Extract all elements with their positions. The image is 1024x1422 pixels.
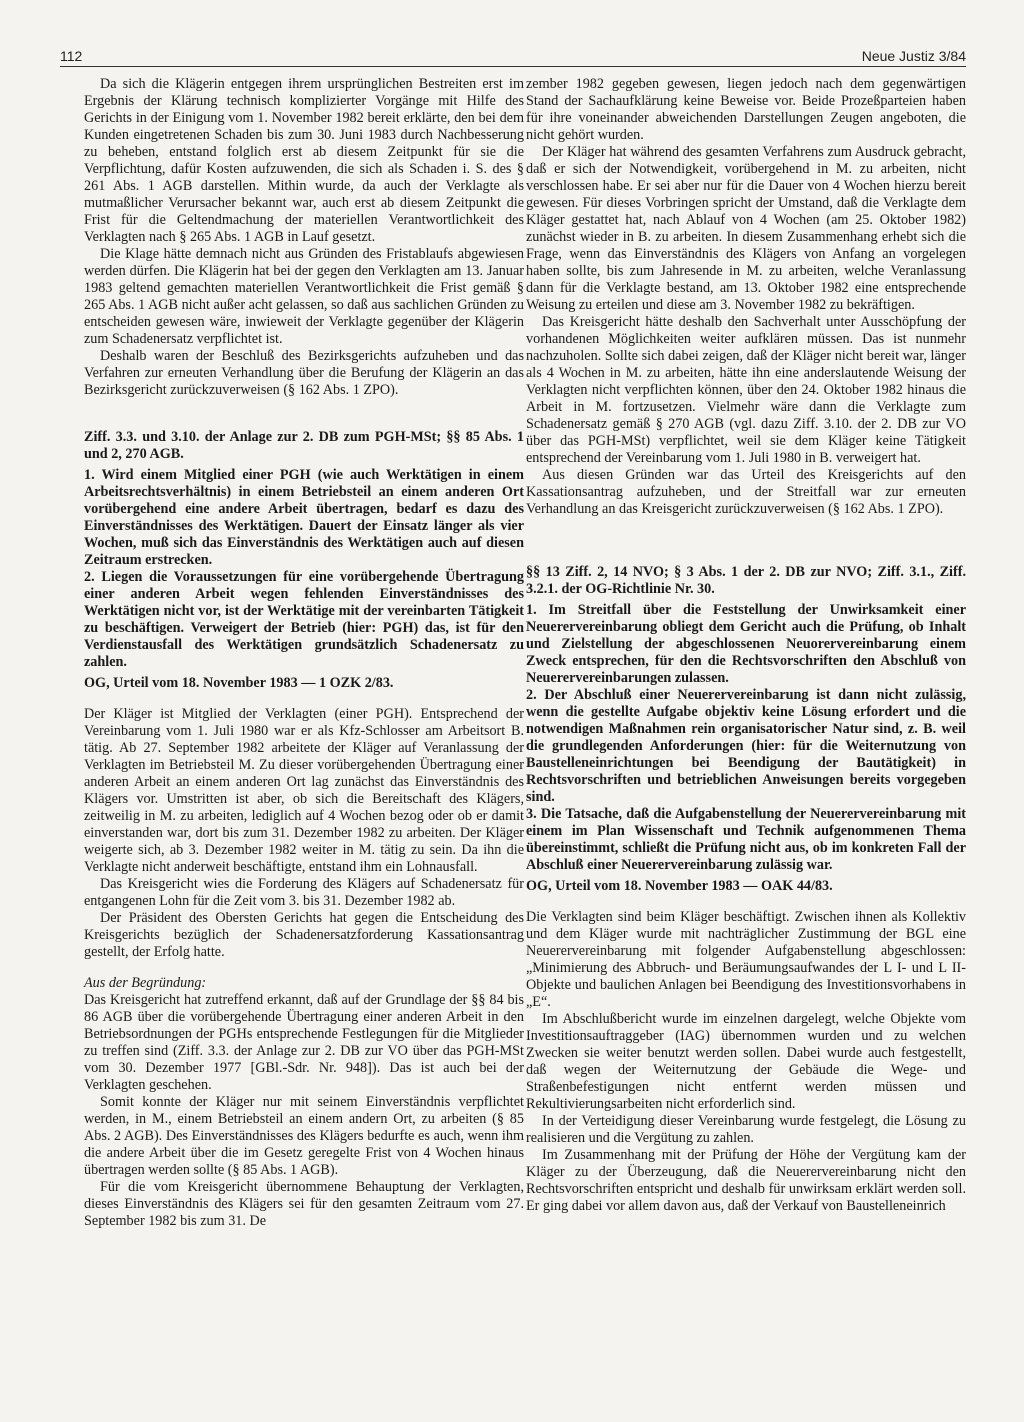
paragraph: Die Verklagten sind beim Kläger beschäftigt. Zwischen ihnen als Kollektiv und dem Kläger wurde mit nachträglicher Zustimmung der BGL eine Neuerervereinbarung mit folgender Aufgabenstellung abgeschlossen: „Minimierung des Abbruch- und Beräumungsaufwandes der L I- und L II-Objekte und baulichen Anlagen bei Beendigung des Investitionsvorhabens in „E“. [526, 909, 966, 1010]
paragraph: Im Abschlußbericht wurde im einzelnen dargelegt, welche Objekte vom Investitionsauftraggeber (IAG) übernommen wurden und zu welchen Zwecken sie weiter benutzt werden sollen. Dabei wurde auch festgestellt, daß wegen der Weiternutzung der Gebäude die Wege- und Straßenbefestigungen nicht entfernt werden müssen und Rekultivierungsarbeiten nicht erforderlich sind. [526, 1011, 966, 1112]
section-heading: Aus der Begründung: [84, 975, 207, 991]
page-header [60, 48, 966, 64]
headnote-2: 2. Der Abschluß einer Neuerervereinbarung ist dann nicht zulässig, wenn die gestellte Aufgabe objektiv keine Lösung erfordert und die notwendigen Maßnahmen rein organisatorischer Natur sind, z. B. weil die grundlegenden Anforderungen (hier: für die Weiternutzung von Baustelleneinrichtungen bei Beendigung der Bautätigkeit) in Rechtsvorschriften und betrieblichen Anweisungen bereits vorgegeben sind. [526, 687, 966, 805]
paragraph: Aus diesen Gründen war das Urteil des Kreisgerichts auf den Kassationsantrag aufzuheben, und der Streitfall war zur erneuten Verhandlung an das Kreisgericht zurückzuverweisen (§ 162 Abs. 1 ZPO). [526, 467, 966, 517]
paragraph: Im Zusammenhang mit der Prüfung der Höhe der Vergütung kam der Kläger zu der Überzeugung, daß die Neuerervereinbarung nicht den Rechtsvorschriften entspricht und deshalb für unwirksam erklärt werden soll. Er ging dabei vor allem davon aus, daß der Verkauf von Baustelleneinrich [526, 1147, 966, 1214]
headnote-1: 1. Wird einem Mitglied einer PGH (wie auch Werktätigen in einem Arbeitsrechtsverhältnis) in einem Betriebsteil an einem anderen Ort vorübergehend eine andere Arbeit übertragen, bedarf es dazu des Einverständnisses des Werktätigen. Dauert der Einsatz länger als vier Wochen, muß sich das Einverständnis des Werktätigen auch auf diesen Zeitraum erstrecken. [84, 467, 524, 568]
page-number: 112 [60, 48, 83, 64]
journal-issue: Neue Justiz 3/84 [861, 48, 966, 64]
paragraph: Die Klage hätte demnach nicht aus Gründen des Fristablaufs abgewiesen werden dürfen. Die Klägerin hat bei der gegen den Verklagten am 13. Januar 1983 geltend gemachten materiellen Verantwortlichkeit die Frist gemäß § 265 Abs. 1 AGB nicht außer acht gelassen, so daß aus sachlichen Gründen zu entscheiden gewesen wäre, inwieweit der Verklagte gegenüber der Klägerin zum Schadenersatz verpflichtet ist. [84, 246, 524, 347]
paragraph: Der Kläger ist Mitglied der Verklagten (einer PGH). Entsprechend der Vereinbarung vom 1. Juli 1980 war er als Kfz-Schlosser am Arbeitsort B. tätig. Ab 27. September 1982 arbeitete der Kläger auf Veranlassung der Verklagten im Betriebsteil M. Zu dieser vorübergehenden Übertragung einer anderen Arbeit an einem anderen Ort lag zunächst das Einverständnis des Klägers vor. Umstritten ist aber, ob sich die Bereitschaft des Klägers, zeitweilig in M. zu arbeiten, lediglich auf 4 Wochen bezog oder ob er damit einverstanden war, dort bis zum 31. Dezember 1982 zu arbeiten. Der Kläger weigerte sich, ab 3. Dezember 1982 weiter in M. tätig zu sein. Da ihn die Verklagte nicht anderweit beschäftigte, entstand ihm ein Lohnausfall. [84, 706, 524, 875]
paragraph: zember 1982 gegeben gewesen, liegen jedoch nach dem gegenwärtigen Stand der Sachaufklärung keine Beweise vor. Beide Prozeßparteien haben für ihre voneinander abweichenden Darstellungen Zeugen angeboten, die nicht gehört wurden. [526, 76, 966, 143]
headnote-3: 3. Die Tatsache, daß die Aufgabenstellung der Neuerervereinbarung mit einem im Plan Wissenschaft und Technik aufgenommenen Thema übereinstimmt, schließt die Prüfung nicht aus, ob im konkreten Fall der Abschluß einer Neuerervereinbarung zulässig war. [526, 806, 966, 873]
case-reference: §§ 13 Ziff. 2, 14 NVO; § 3 Abs. 1 der 2. DB zur NVO; Ziff. 3.1., Ziff. 3.2.1. der OG-Richtlinie Nr. 30. [526, 564, 966, 597]
header-rule [60, 66, 966, 67]
court-decision: OG, Urteil vom 18. November 1983 — OAK 44/83. [526, 878, 833, 894]
paragraph: Der Präsident des Obersten Gerichts hat gegen die Entscheidung des Kreisgerichts bezüglich der Schadenersatzforderung Kassationsantrag gestellt, der Erfolg hatte. [84, 910, 524, 960]
headnote-2: 2. Liegen die Voraussetzungen für eine vorübergehende Übertragung einer anderen Arbeit wegen fehlenden Einverständnisses des Werktätigen nicht vor, ist der Werktätige mit der vereinbarten Tätigkeit zu beschäftigen. Verweigert der Betrieb (hier: PGH) das, ist für den Verdienstausfall des Werktätigen grundsätzlich Schadenersatz zu zahlen. [84, 569, 524, 670]
court-decision: OG, Urteil vom 18. November 1983 — 1 OZK 2/83. [84, 675, 394, 691]
paragraph: Das Kreisgericht hätte deshalb den Sachverhalt unter Ausschöpfung der vorhandenen Möglichkeiten weiter aufklären müssen. Das ist nunmehr nachzuholen. Sollte sich dabei zeigen, daß der Kläger nicht bereit war, länger als 4 Wochen in M. zu arbeiten, hätte ihn eine anderslautende Weisung der Verklagten nicht verpflichten können, über den 24. Oktober 1982 hinaus die Arbeit in M. fortzusetzen. Vielmehr wäre dann die Verklagte zum Schadenersatz gemäß § 270 AGB (vgl. dazu Ziff. 3.10. der 2. DB zur VO über das PGH-MSt) verpflichtet, weil sie dem Kläger keine Tätigkeit entsprechend der Vereinbarung vom 1. Juli 1980 in B. verweigert hat. [526, 314, 966, 466]
paragraph: Somit konnte der Kläger nur mit seinem Einverständnis verpflichtet werden, in M., einem Betriebsteil an einem andern Ort, zu arbeiten (§ 85 Abs. 2 AGB). Des Einverständnisses des Klägers bedurfte es auch, wenn ihm die andere Arbeit über die im Gesetz geregelte Frist von 4 Wochen hinaus übertragen werden sollte (§ 85 Abs. 1 AGB). [84, 1094, 524, 1178]
paragraph: Da sich die Klägerin entgegen ihrem ursprünglichen Bestreiten erst im Ergebnis der Klärung technisch komplizierter Vorgänge mit Hilfe des Gerichts in der Einigung vom 1. November 1982 bereit erklärte, den bei dem Kunden eingetretenen Schaden bis zum 30. Juni 1983 durch Nachbesserung zu beheben, entstand folglich erst ab diesem Zeitpunkt für sie die Verpflichtung, dafür Kosten aufzuwenden, die sich als Schaden i. S. des § 261 Abs. 1 AGB darstellen. Mithin wurde, da auch der Verklagte als mutmaßlicher Verursacher bekannt war, auch erst ab diesem Zeitpunkt die Frist für die Geltendmachung der materiellen Verantwortlichkeit des Verklagten nach § 265 Abs. 1 AGB in Lauf gesetzt. [84, 76, 524, 245]
paragraph: Deshalb waren der Beschluß des Bezirksgerichts aufzuheben und das Verfahren zur erneuten Verhandlung über die Berufung der Klägerin an das Bezirksgericht zurückzuverweisen (§ 162 Abs. 1 ZPO). [84, 348, 524, 398]
paragraph: Für die vom Kreisgericht übernommene Behauptung der Verklagten, dieses Einverständnis des Klägers sei für den gesamten Zeitraum vom 27. September 1982 bis zum 31. De [84, 1179, 524, 1229]
paragraph: In der Verteidigung dieser Vereinbarung wurde festgelegt, die Lösung zu realisieren und die Vergütung zu zahlen. [526, 1113, 966, 1146]
right-column [526, 76, 966, 1215]
paragraph: Das Kreisgericht hat zutreffend erkannt, daß auf der Grundlage der §§ 84 bis 86 AGB über die vorübergehende Übertragung einer anderen Arbeit in den Betriebsordnungen der PGHs entsprechende Festlegungen für die Mitglieder zu treffen sind (Ziff. 3.3. der Anlage zur 2. DB zur VO über das PGH-MSt vom 30. Dezember 1977 [GBl.-Sdr. Nr. 948]). Das ist auch bei der Verklagten geschehen. [84, 992, 524, 1093]
headnote-1: 1. Im Streitfall über die Feststellung der Unwirksamkeit einer Neuerervereinbarung obliegt dem Gericht auch die Prüfung, ob Inhalt und Zielstellung der abgeschlossenen Neuorervereinbarung einem Zweck entsprechen, für den die Rechtsvorschriften den Abschluß von Neuerervereinbarungen zulassen. [526, 602, 966, 686]
case-reference: Ziff. 3.3. und 3.10. der Anlage zur 2. DB zum PGH-MSt; §§ 85 Abs. 1 und 2, 270 AGB. [84, 429, 524, 462]
paragraph: Der Kläger hat während des gesamten Verfahrens zum Ausdruck gebracht, daß er sich der Notwendigkeit, vorübergehend in M. zu arbeiten, nicht verschlossen habe. Er sei aber nur für die Dauer von 4 Wochen hierzu bereit gewesen. Für dieses Vorbringen spricht der Umstand, daß die Verklagte dem Kläger gestattet hat, nach Ablauf von 4 Wochen (am 25. Oktober 1982) zunächst wieder in B. zu arbeiten. In diesem Zusammenhang erhebt sich die Frage, wenn das Einverständnis des Klägers von Anfang an vorgelegen haben sollte, bis zum Jahresende in M. zu arbeiten, welche Veranlassung dann für die Verklagte bestand, am 13. Oktober 1982 eine entsprechende Weisung zu erteilen und diese am 3. November 1982 zu bekräftigen. [526, 144, 966, 313]
left-column [84, 76, 524, 1230]
paragraph: Das Kreisgericht wies die Forderung des Klägers auf Schadenersatz für entgangenen Lohn für die Zeit vom 3. bis 31. Dezember 1982 ab. [84, 876, 524, 909]
